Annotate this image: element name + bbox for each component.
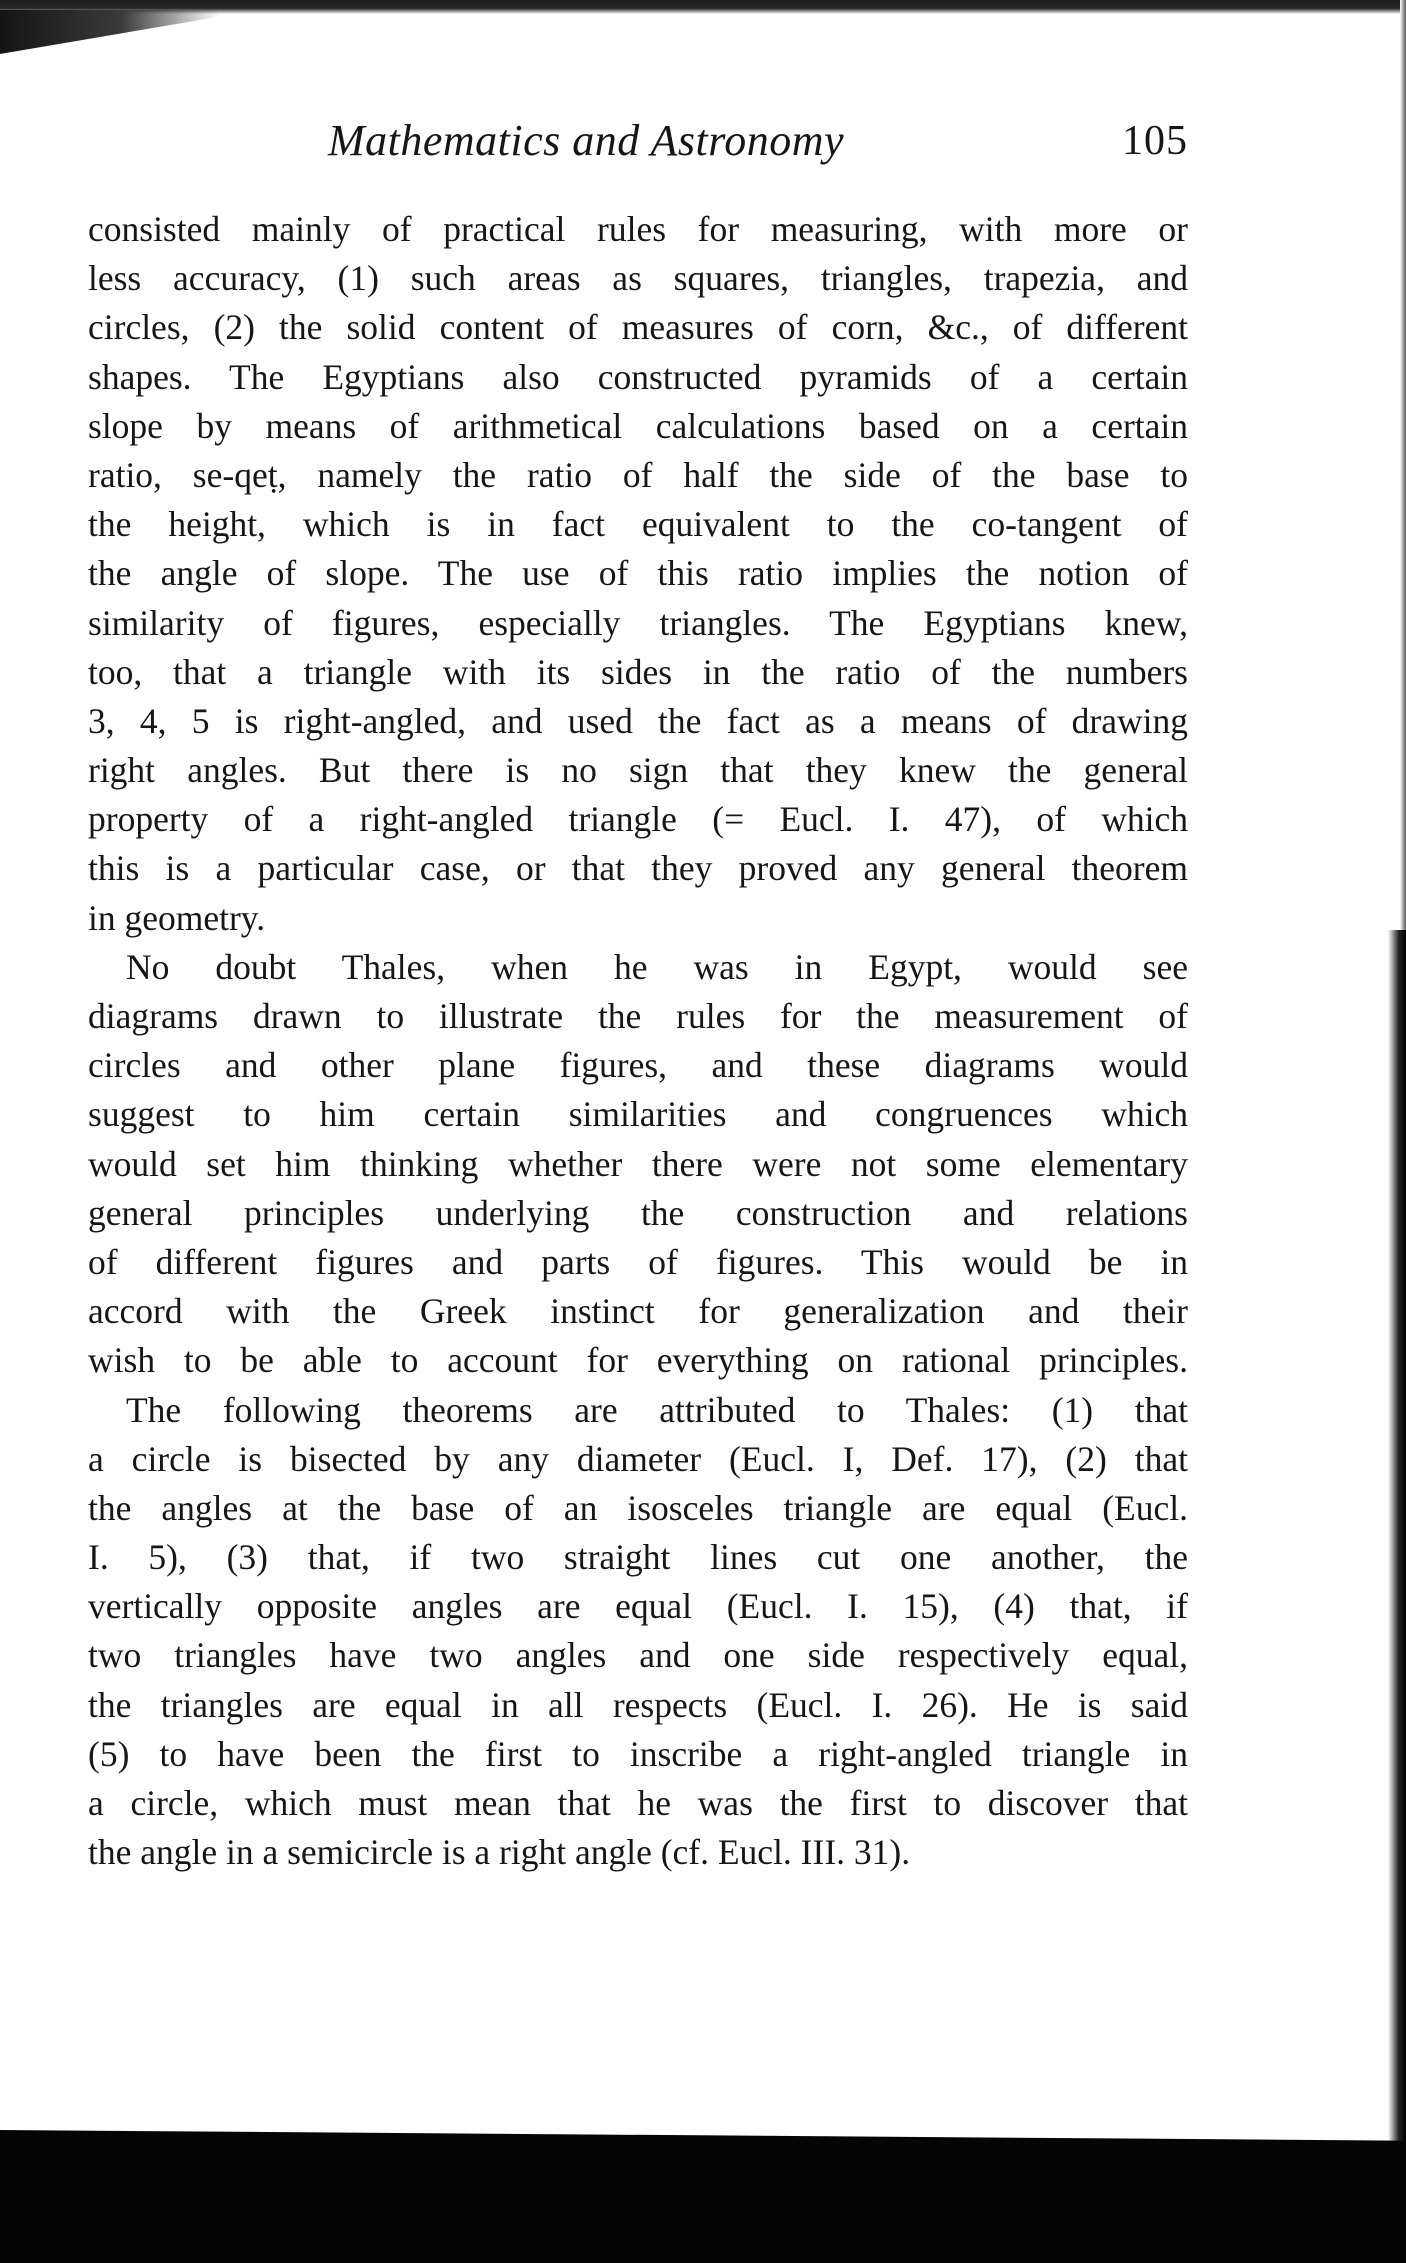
paragraph-start-line: The following theorems are attributed to Thales: (1) that	[126, 1389, 1188, 1430]
paragraph-end-line: the angle in a semicircle is a right angle (cf. Eucl. III. 31).	[88, 1832, 911, 1873]
text-line: 3, 4, 5 is right-angled, and used the fact as a means of drawing	[88, 700, 1188, 741]
text-line: slope by means of arithmetical calculations based on a certain	[88, 405, 1188, 446]
text-line: right angles. But there is no sign that they knew the general	[88, 750, 1188, 791]
scan-right-shadow	[1388, 930, 1406, 2170]
text-line: the triangles are equal in all respects (Eucl. I. 26). He is said	[88, 1684, 1188, 1725]
text-line: a circle is bisected by any diameter (Eucl. I, Def. 17), (2) that	[88, 1438, 1188, 1479]
text-line: general principles underlying the construction and relations	[88, 1192, 1188, 1233]
text-line: of different figures and parts of figures. This would be in	[88, 1241, 1188, 1282]
text-line: property of a right-angled triangle (= Eucl. I. 47), of which	[88, 799, 1188, 840]
text-line: accord with the Greek instinct for generalization and their	[88, 1291, 1188, 1332]
paragraph-end-line: wish to be able to account for everything on rational principles.	[88, 1340, 1188, 1381]
paragraph-end-line: in geometry.	[88, 897, 266, 938]
text-line: I. 5), (3) that, if two straight lines cut one another, the	[88, 1537, 1188, 1578]
text-line: less accuracy, (1) such areas as squares, triangles, trapezia, and	[88, 258, 1188, 299]
text-line: the angles at the base of an isosceles triangle are equal (Eucl.	[88, 1487, 1188, 1528]
scan-bottom-shadow	[0, 2130, 1406, 2263]
text-line: a circle, which must mean that he was the first to discover that	[88, 1783, 1188, 1823]
text-line: circles, (2) the solid content of measures of corn, &c., of different	[88, 307, 1188, 348]
running-head	[88, 115, 1188, 185]
running-title: Mathematics and Astronomy	[328, 116, 845, 165]
text-line: the angle of slope. The use of this ratio implies the notion of	[88, 553, 1188, 594]
text-line: this is a particular case, or that they proved any general theorem	[88, 848, 1188, 889]
text-line: (5) to have been the first to inscribe a right-angled triangle in	[88, 1733, 1188, 1774]
text-line: consisted mainly of practical rules for measuring, with more or	[88, 209, 1188, 249]
text-line: suggest to him certain similarities and congruences which	[88, 1094, 1188, 1135]
scan-top-shadow	[0, 10, 220, 54]
paragraph-start-line: No doubt Thales, when he was in Egypt, would see	[126, 946, 1188, 987]
body-text	[88, 205, 1188, 1877]
text-line: circles and other plane figures, and these diagrams would	[88, 1045, 1188, 1086]
text-line: shapes. The Egyptians also constructed pyramids of a certain	[88, 356, 1188, 397]
text-line: diagrams drawn to illustrate the rules for the measurement of	[88, 996, 1188, 1036]
text-line: vertically opposite angles are equal (Eucl. I. 15), (4) that, if	[88, 1586, 1188, 1627]
text-line: two triangles have two angles and one side respectively equal,	[88, 1635, 1188, 1676]
text-line: too, that a triangle with its sides in the ratio of the numbers	[88, 651, 1188, 692]
text-line: similarity of figures, especially triangles. The Egyptians knew,	[88, 602, 1188, 643]
page-number: 105	[1122, 118, 1188, 164]
text-line: the height, which is in fact equivalent to the co-tangent of	[88, 504, 1188, 545]
text-line: would set him thinking whether there were not some elementary	[88, 1143, 1188, 1184]
text-line: ratio, se-qeṭ, namely the ratio of half the side of the base to	[88, 454, 1188, 495]
